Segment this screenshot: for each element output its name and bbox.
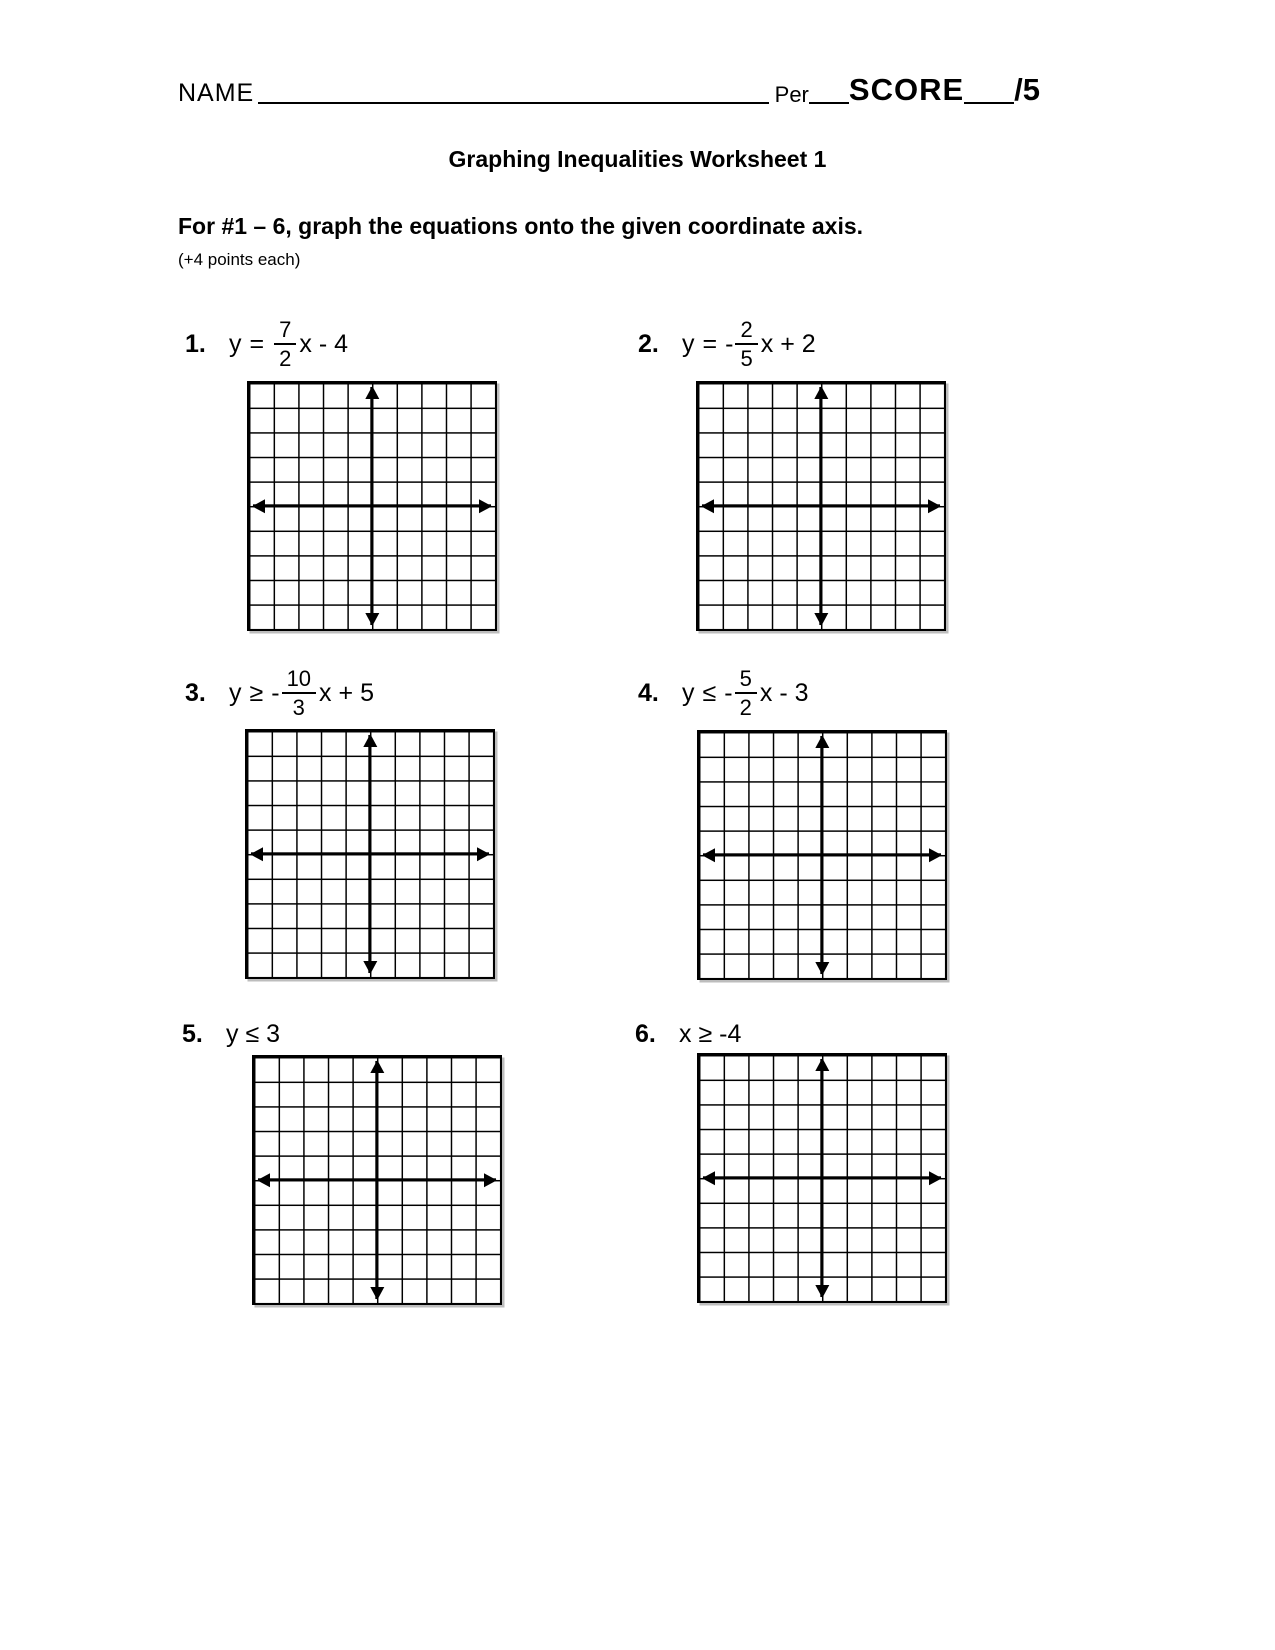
problem-number: 5. [182,1019,203,1048]
equation-variable: x [760,329,774,358]
equation-lhs: y [682,329,695,358]
problem-3-header [185,664,374,722]
equation [226,1020,280,1049]
equation-variable: x [759,678,773,707]
x-axis [703,853,941,856]
relation-symbol: = [702,329,718,358]
problem-number: 6. [635,1019,656,1048]
problem-4-header [638,664,809,722]
fraction-denominator: 2 [279,346,292,371]
equation-constant: - 4 [318,329,349,358]
problem-number: 3. [185,678,206,707]
problem-number: 1. [185,329,206,358]
coordinate-grid-4 [697,730,947,980]
coordinate-grid-6 [697,1053,947,1303]
x-axis [702,504,940,507]
fraction-denominator: 5 [740,346,753,371]
problem-2-header [638,315,816,373]
name-blank-line [258,102,768,104]
fraction [735,667,757,719]
fraction-sign: - [724,678,733,707]
per-label: Per [774,82,809,107]
coordinate-grid-3 [245,729,495,979]
problem-number: 4. [638,678,659,707]
fraction-sign: - [725,329,734,358]
fraction-denominator: 2 [739,695,752,720]
instruction-text: For #1 – 6, graph the equations onto the given coordinate axis. [178,213,864,239]
equation-lhs: y [229,329,242,358]
equation-variable: x [299,329,312,358]
equation-text: y ≤ 3 [226,1019,281,1048]
equation-variable: x [319,678,332,707]
relation-symbol: ≤ [702,678,717,707]
equation-lhs: y [682,678,695,707]
page-title: Graphing Inequalities Worksheet 1 [448,146,827,172]
score-label: SCORE [848,72,965,107]
x-axis [253,504,491,507]
equation-text: x ≥ -4 [679,1019,742,1048]
fraction-numerator: 7 [274,318,296,345]
problem-6-header [635,1018,741,1050]
x-axis [258,1178,496,1181]
name-label: NAME [178,79,255,107]
fraction [274,318,296,370]
score-denominator: /5 [1014,72,1040,107]
points-note: (+4 points each) [178,250,301,269]
fraction-numerator: 5 [735,667,757,694]
x-axis [251,852,489,855]
equation [679,1020,741,1049]
coordinate-grid-1 [247,381,497,631]
problem-5-header [182,1018,280,1050]
x-axis [703,1176,941,1179]
relation-symbol: ≥ [249,678,264,707]
equation [229,318,348,370]
per-blank-line [809,102,849,104]
header-row [178,72,1040,108]
fraction-numerator: 2 [735,318,757,345]
fraction-numerator: 10 [282,667,316,694]
coordinate-grid-5 [252,1055,502,1305]
problem-1-header [185,315,348,373]
fraction-denominator: 3 [292,695,305,720]
equation [682,667,809,719]
fraction-sign: - [271,678,280,707]
equation [229,667,374,719]
equation-lhs: y [229,678,242,707]
fraction [735,318,757,370]
equation-constant: - 3 [779,678,809,707]
problem-number: 2. [638,329,659,358]
equation [682,318,816,370]
equation-constant: + 2 [780,329,816,358]
equation-constant: + 5 [338,678,374,707]
relation-symbol: = [249,329,265,358]
coordinate-grid-2 [696,381,946,631]
fraction [282,667,316,719]
score-blank-line [964,102,1014,104]
